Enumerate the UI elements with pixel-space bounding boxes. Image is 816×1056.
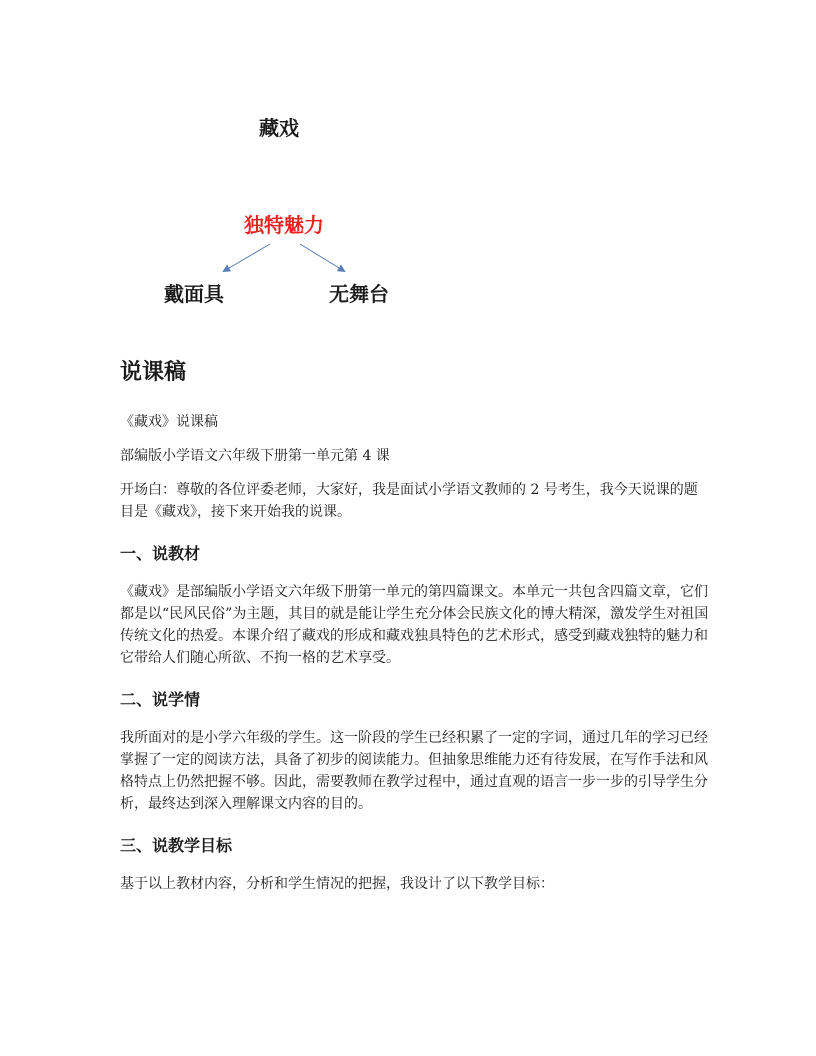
section-title: 三、说教学目标 <box>120 836 233 855</box>
course-info: 部编版小学语文六年级下册第一单元第 4 课 <box>120 448 390 464</box>
section-paragraph: 我所面对的是小学六年级的学生。这一阶段的学生已经积累了一定的字词，通过几年的学习已经掌握了一定的阅读方法，具备了初步的阅读能力。但抽象思维能力还有待发展，在写作手法和风格特点上仍然把握不够。因此，需要教师在教学过程中，通过直观的语言一步一步的引导学生分析，最终达到深入理解课文内容的目的。 <box>120 730 708 812</box>
section-title: 二、说学情 <box>120 690 201 709</box>
arrow-right <box>300 244 344 271</box>
document-body <box>120 357 710 907</box>
concept-diagram <box>0 0 816 320</box>
document-subtitle: 《藏戏》说课稿 <box>120 414 218 430</box>
section-title: 一、说教材 <box>120 544 201 563</box>
opening-paragraph: 开场白：尊敬的各位评委老师，大家好，我是面试小学语文教师的 2 号考生，我今天说课的题目是《藏戏》，接下来开始我的说课。 <box>120 482 698 520</box>
document-heading: 说课稿 <box>120 359 187 385</box>
diagram-arrows <box>0 0 816 320</box>
arrow-left <box>224 244 270 271</box>
diagram-left-node: 戴面具 <box>164 282 224 306</box>
diagram-title: 藏戏 <box>259 116 299 140</box>
section-paragraph: 基于以上教材内容，分析和学生情况的把握，我设计了以下教学目标： <box>120 876 554 892</box>
diagram-center-node: 独特魅力 <box>244 213 324 237</box>
diagram-right-node: 无舞台 <box>329 282 389 306</box>
section-paragraph: 《藏戏》是部编版小学语文六年级下册第一单元的第四篇课文。本单元一共包含四篇文章，它们都是以“民风民俗”为主题，其目的就是能让学生充分体会民族文化的博大精深，激发学生对祖国传统文化的热爱。本课介绍了藏戏的形成和藏戏独具特色的艺术形式，感受到藏戏独特的魅力和它带给人们随心所欲、不拘一格的艺术享受。 <box>120 584 709 666</box>
